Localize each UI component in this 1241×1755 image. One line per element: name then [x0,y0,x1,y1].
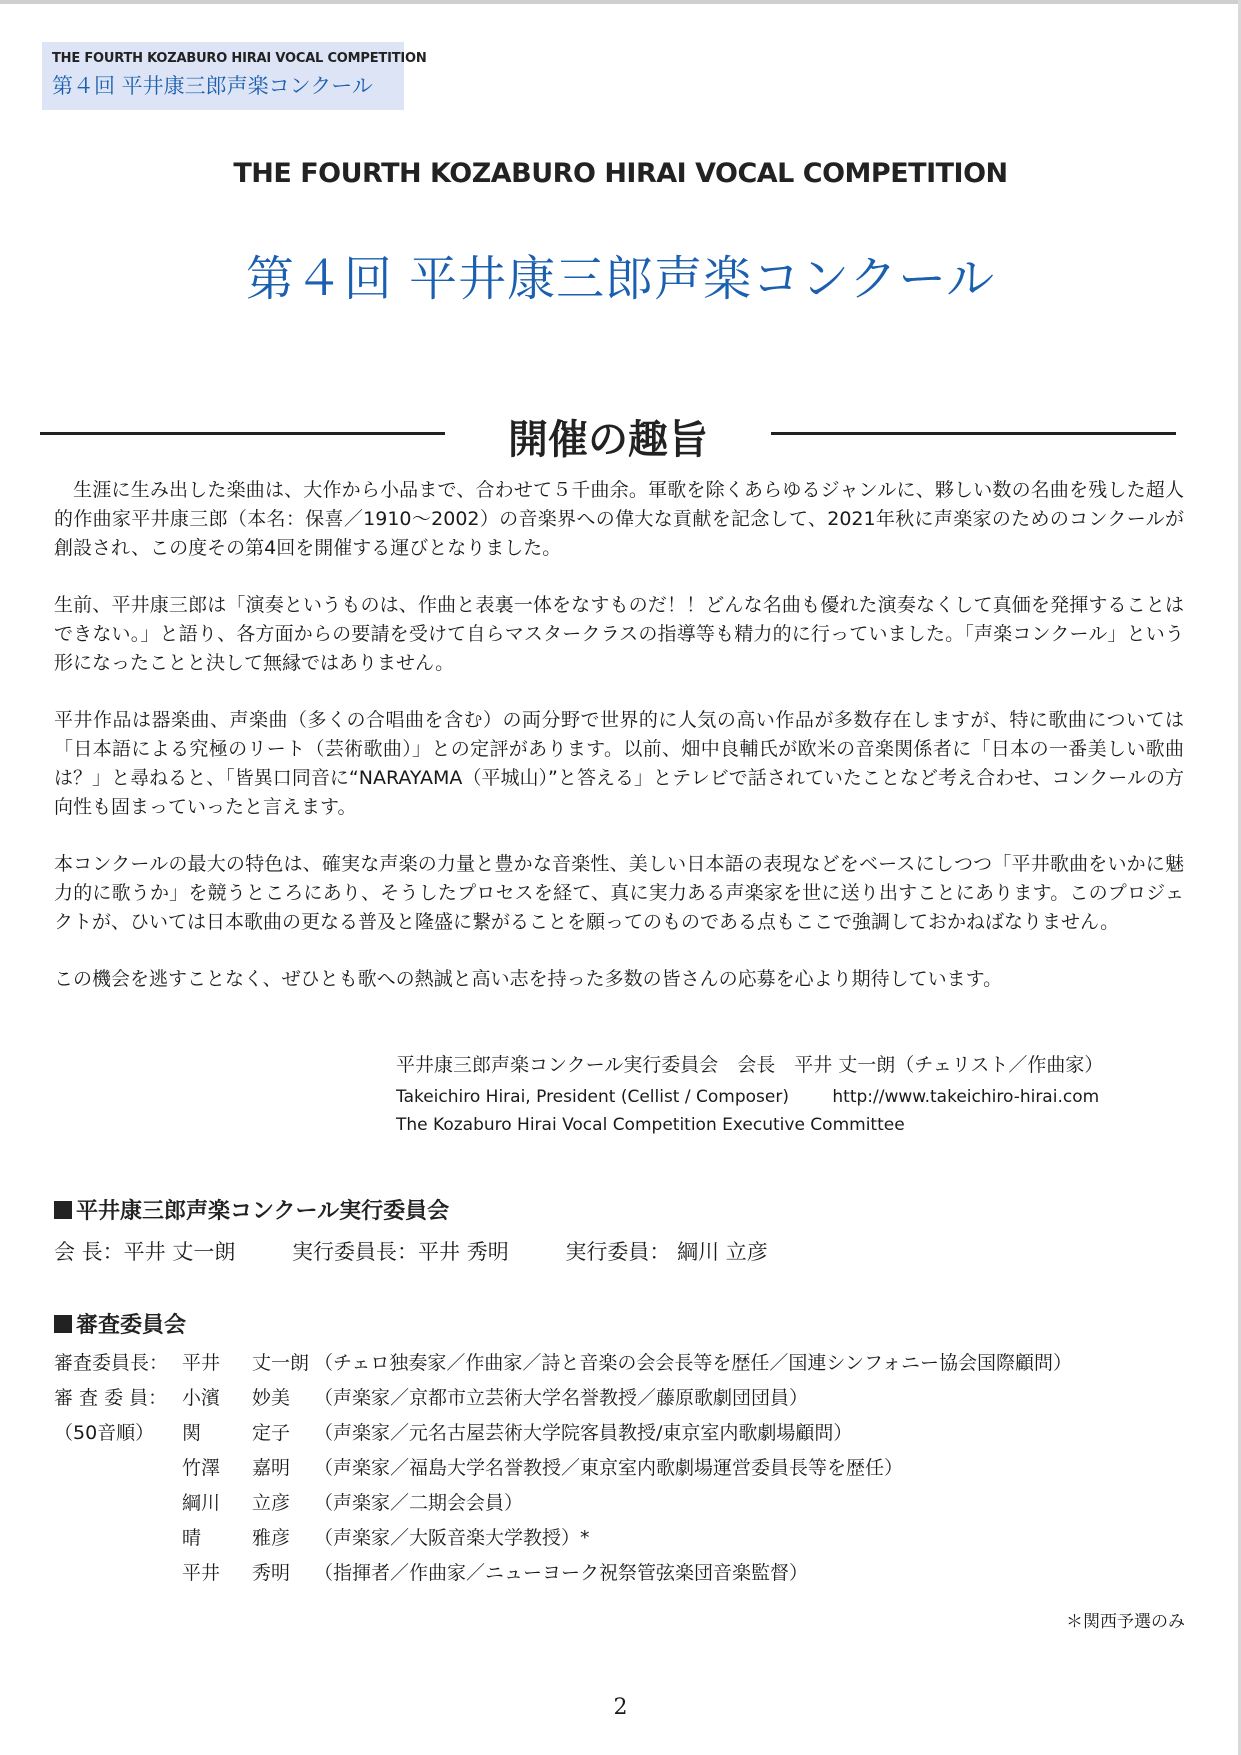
committee-member: 実行委員長：平井 秀明 [292,1240,509,1264]
jury-given-name: 立彦 [252,1492,291,1514]
title-en: THE FOURTH KOZABURO HIRAI VOCAL COMPETITION [233,158,1008,189]
square-bullet-icon [54,1201,72,1219]
title-ja: 第４回 平井康三郎声楽コンクール [245,251,996,307]
footnote: ＊関西予選のみ [1066,1612,1185,1632]
square-bullet-icon [54,1315,72,1333]
signature-url[interactable]: http://www.takeichiro-hirai.com [832,1087,1100,1107]
jury-role: 審査委員長： [54,1352,169,1374]
jury-family-name: 小濱 [182,1387,221,1409]
header-tag-en: THE FOURTH KOZABURO HIRAI VOCAL COMPETITION [52,51,427,66]
paragraph-2: 生前、平井康三郎は「演奏というものは、作曲と表裏一体をなすものだ！！どんな名曲も優れた演奏なくして真価を発揮することはできない。」と語り、各方面からの要請を受けて自らマスタークラスの指導等も精力的に行っていました。「声楽コンクール」という形になったことと決して無縁ではありません。 [54,594,1184,674]
jury-family-name: 関 [182,1422,202,1444]
jury-description: （声楽家／京都市立芸術大学名誉教授／藤原歌劇団団員） [314,1387,809,1409]
committee-member: 会 長：平井 丈一朗 [54,1240,236,1264]
header-tag [42,42,427,110]
page-number: 2 [613,1695,628,1720]
exec-committee-heading [54,1194,449,1225]
paragraph-4: 本コンクールの最大の特色は、確実な声楽の力量と豊かな音楽性、美しい日本語の表現などをベースにしつつ「平井歌曲をいかに魅力的に歌うか」を競うところにあり、そうしたプロセスを経て、真に実力ある声楽家を世に送り出すことにあります。このプロジェクトが、ひいては日本歌曲の更なる普及と隆盛に繋がることを願ってのものである点もここで強調しておかねばなりません。 [54,853,1184,933]
committee-member: 実行委員： 綱川 立彦 [565,1240,768,1264]
header-tag-ja: 第４回 平井康三郎声楽コンクール [52,74,373,98]
heading-rule-right [771,432,1176,435]
exec-committee-heading-text: 平井康三郎声楽コンクール実行委員会 [76,1199,450,1224]
jury-description: （指揮者／作曲家／ニューヨーク祝祭管弦楽団音楽監督） [314,1562,809,1584]
signature-en-name: Takeichiro Hirai, President (Cellist / Composer) [396,1087,789,1107]
paragraph-1: 生涯に生み出した楽曲は、大作から小品まで、合わせて５千曲余。軍歌を除くあらゆるジャンルに、夥しい数の名曲を残した超人的作曲家平井康三郎（本名：保喜／1910〜2002）の音楽界への偉大な貢献を記念して、2021年秋に声楽家のためのコンクールが創設され、この度その第4回を開催する運びとなりました。 [54,479,1184,559]
jury-given-name: 秀明 [252,1562,291,1584]
jury-role: 審 査 委 員： [54,1387,168,1409]
signature-block [396,1050,1196,1143]
jury-given-name: 丈一朗 [252,1352,310,1374]
jury-given-name: 定子 [252,1422,291,1444]
page-edge-top [0,0,1241,4]
paragraph-5: この機会を逃すことなく、ぜひとも歌への熱誠と高い志を持った多数の皆さんの応募を心より期待しています。 [54,968,1003,990]
body-text [54,476,1184,1022]
jury-given-name: 雅彦 [252,1527,291,1549]
jury-family-name: 平井 [182,1562,221,1584]
jury-heading [54,1308,186,1339]
jury-description: （チェロ独奏家／作曲家／詩と音楽の会会長等を歴任／国連シンフォニー協会国際顧問） [314,1352,1073,1374]
jury-description: （声楽家／二期会会員） [314,1492,524,1514]
paragraph-3: 平井作品は器楽曲、声楽曲（多くの合唱曲を含む）の両分野で世界的に人気の高い作品が多数存在しますが、特に歌曲については「日本語による究極のリート（芸術歌曲）」との定評があります。以前、畑中良輔氏が欧米の音楽関係者に「日本の一番美しい歌曲は？」と尋ねると、「皆異口同音に“NARAYAMA（平城山）”と答える」とテレビで話されていたことなど考え合わせ、コンクールの方向性も固まっていったと言えます。 [54,709,1184,818]
jury-family-name: 綱川 [182,1492,221,1514]
signature-en-committee: The Kozaburo Hirai Vocal Competition Executive Committee [396,1115,905,1135]
jury-heading-text: 審査委員会 [76,1313,187,1338]
jury-role: （50音順） [54,1422,155,1444]
jury-given-name: 嘉明 [252,1457,291,1479]
jury-family-name: 晴 [182,1527,202,1549]
section-heading-text: 開催の趣旨 [508,417,708,463]
heading-rule-left [40,432,445,435]
signature-ja: 平井康三郎声楽コンクール実行委員会 会長 平井 丈一朗（チェリスト／作曲家） [396,1054,1104,1076]
jury-family-name: 平井 [182,1352,221,1374]
jury-family-name: 竹澤 [182,1457,221,1479]
signature-en-line [396,1087,1196,1107]
section-heading [40,408,1176,468]
exec-committee-members [54,1236,818,1266]
jury-description: （声楽家／福島大学名誉教授／東京室内歌劇場運営委員長等を歴任） [314,1457,904,1479]
jury-given-name: 妙美 [252,1387,291,1409]
jury-description: （声楽家／元名古屋芸術大学院客員教授/東京室内歌劇場顧問） [314,1422,853,1444]
jury-description: （声楽家／大阪音楽大学教授）* [314,1527,590,1549]
